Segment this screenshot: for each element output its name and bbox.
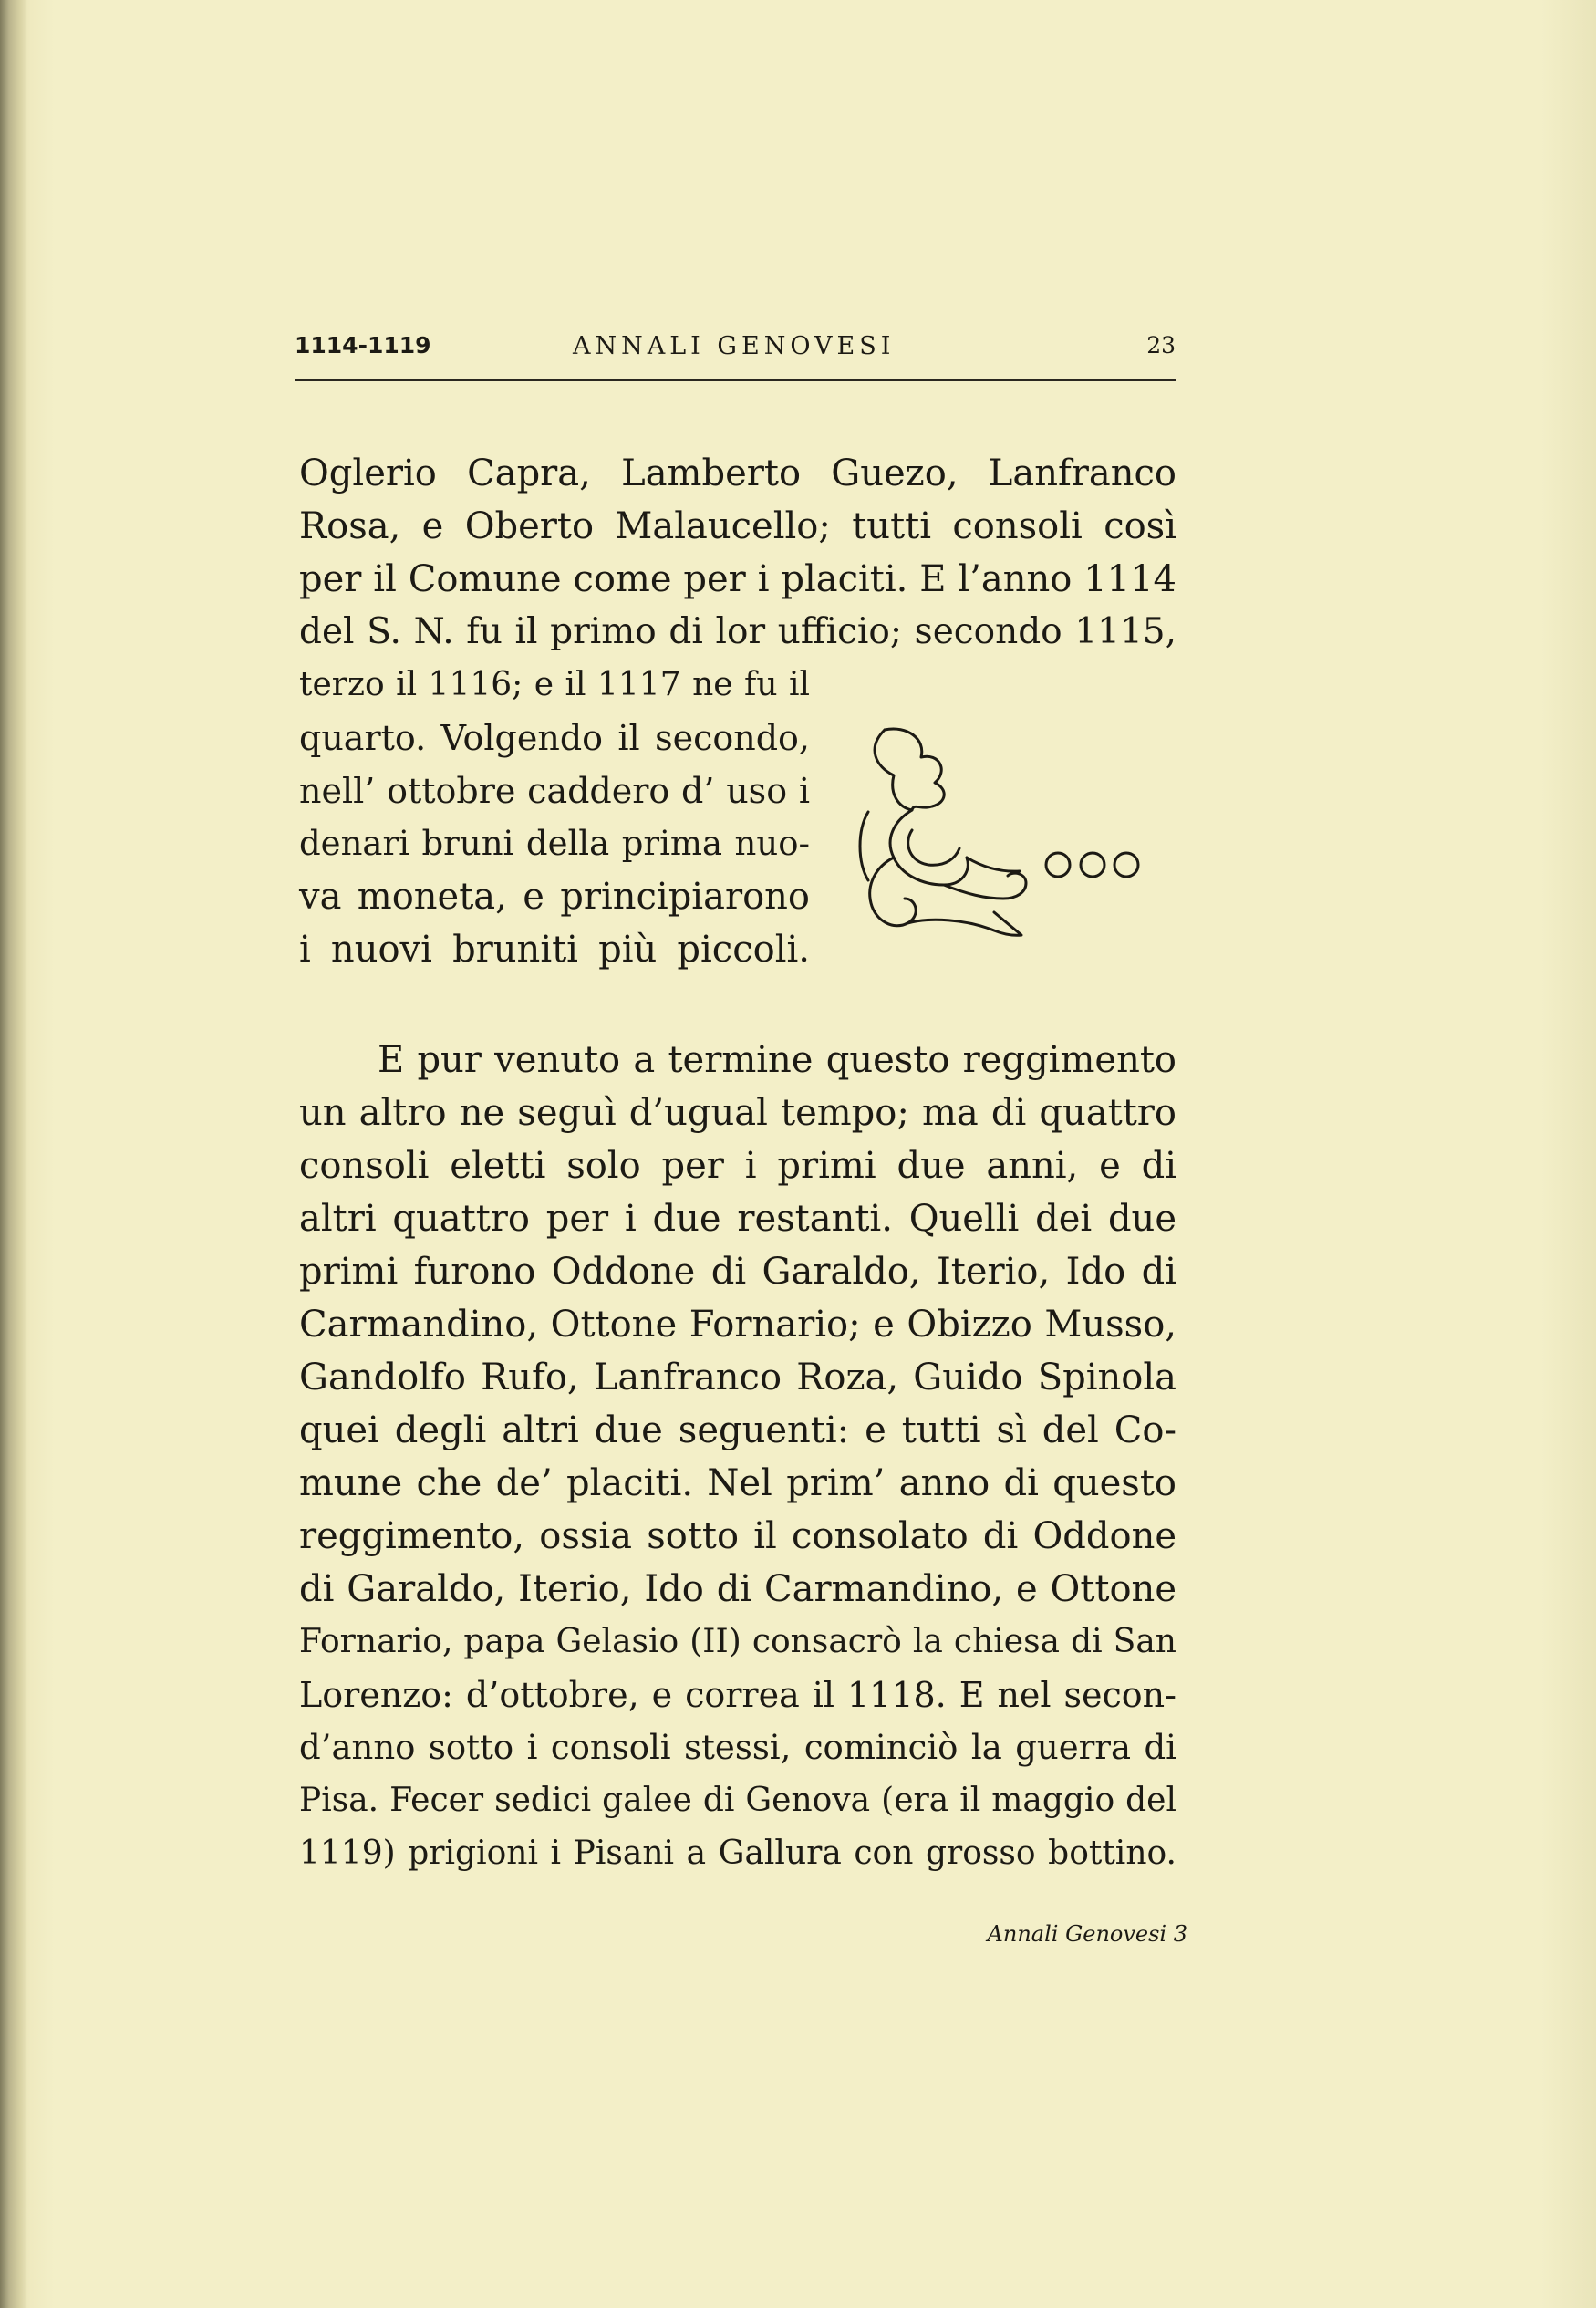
page-number: 23 (1146, 332, 1176, 359)
header-years: 1114-1119 (295, 332, 431, 359)
text-line: 1119) prigioni i Pisani a Gallura con grosso bottino. (299, 1835, 1176, 1872)
text-line: reggimento, ossia sotto il consolato di Oddone (299, 1515, 1176, 1557)
text-line: terzo il 1116; e il 1117 ne fu il (299, 666, 810, 703)
text-line: Fornario, papa Gelasio (II) consacrò la chiesa di San (299, 1623, 1176, 1660)
text-line: denari bruni della prima nuo- (299, 824, 810, 863)
text-line: consoli eletti solo per i primi due anni, e di (299, 1145, 1176, 1187)
text-line: Rosa, e Oberto Malaucello; tutti consoli così (299, 505, 1176, 547)
floral-ornament-icon (857, 712, 1167, 958)
text-line: mune che de’ placiti. Nel prim’ anno di questo (299, 1462, 1176, 1504)
text-line: Gandolfo Rufo, Lanfranco Roza, Guido Spinola (299, 1357, 1176, 1398)
text-line: E pur venuto a termine questo reggimento (378, 1039, 1176, 1081)
text-line: Pisa. Fecer sedici galee di Genova (era il maggio del (299, 1782, 1176, 1819)
text-line: altri quattro per i due restanti. Quelli dei due (299, 1198, 1176, 1240)
running-header (295, 328, 1176, 381)
paragraph-2 (299, 1034, 1176, 1880)
text-line: Lorenzo: d’ottobre, e correa il 1118. E nel secon- (299, 1675, 1176, 1715)
text-line: i nuovi bruniti più piccoli. (299, 929, 810, 971)
text-line: va moneta, e principiarono (299, 876, 810, 918)
header-title: ANNALI GENOVESI (573, 332, 896, 360)
printer-signature: Annali Genovesi 3 (987, 1921, 1187, 1947)
text-line: nell’ ottobre caddero d’ uso i (299, 771, 810, 811)
text-line: del S. N. fu il primo di lor ufficio; secondo 1115, (299, 611, 1176, 652)
text-line: d’anno sotto i consoli stessi, cominciò la guerra di (299, 1728, 1176, 1767)
text-line: di Garaldo, Iterio, Ido di Carmandino, e Ottone (299, 1568, 1176, 1610)
text-line: per il Comune come per i placiti. E l’anno 1114 (299, 558, 1176, 600)
text-line: Oglerio Capra, Lamberto Guezo, Lanfranco (299, 452, 1176, 494)
text-line: primi furono Oddone di Garaldo, Iterio, Ido di (299, 1251, 1176, 1293)
text-line: quei degli altri due seguenti: e tutti sì del Co- (299, 1409, 1176, 1451)
book-spine-edge (0, 0, 27, 2308)
text-line: Carmandino, Ottone Fornario; e Obizzo Musso, (299, 1304, 1176, 1346)
text-line: quarto. Volgendo il secondo, (299, 718, 810, 758)
text-line: un altro ne seguì d’ugual tempo; ma di quattro (299, 1092, 1176, 1134)
